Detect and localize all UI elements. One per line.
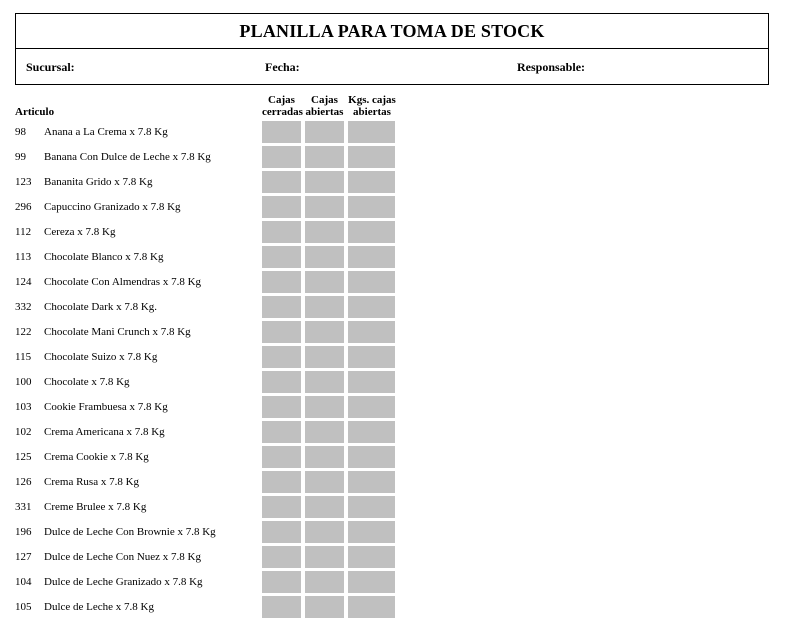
cajas-abiertas-input[interactable] (305, 596, 344, 618)
kgs-cajas-abiertas-input[interactable] (348, 146, 395, 168)
kgs-cajas-abiertas-input[interactable] (348, 571, 395, 593)
cajas-cerradas-input[interactable] (262, 446, 301, 468)
cajas-abiertas-input[interactable] (305, 196, 344, 218)
kgs-cajas-abiertas-input[interactable] (348, 396, 395, 418)
table-row (0, 470, 791, 495)
cajas-cerradas-input[interactable] (262, 396, 301, 418)
col-header-line: abiertas (305, 106, 344, 118)
cajas-cerradas-input[interactable] (262, 296, 301, 318)
cajas-cerradas-input[interactable] (262, 346, 301, 368)
article-code: 100 (15, 376, 32, 388)
table-row (0, 370, 791, 395)
cajas-cerradas-input[interactable] (262, 471, 301, 493)
article-code: 124 (15, 276, 32, 288)
fecha-label: Fecha: (265, 60, 300, 74)
col-header-kgs-cajas-abiertas (344, 94, 400, 118)
cajas-abiertas-input[interactable] (305, 446, 344, 468)
cajas-cerradas-input[interactable] (262, 371, 301, 393)
page-title: PLANILLA PARA TOMA DE STOCK (239, 20, 545, 41)
article-code: 331 (15, 501, 32, 513)
kgs-cajas-abiertas-input[interactable] (348, 596, 395, 618)
article-code: 98 (15, 126, 26, 138)
table-row (0, 395, 791, 420)
header-box (15, 13, 769, 85)
cajas-cerradas-input[interactable] (262, 121, 301, 143)
table-row (0, 495, 791, 520)
article-name: Chocolate Suizo x 7.8 Kg (44, 351, 158, 363)
cajas-cerradas-input[interactable] (262, 571, 301, 593)
cajas-cerradas-input[interactable] (262, 321, 301, 343)
table-row (0, 445, 791, 470)
table-row (0, 195, 791, 220)
article-code: 103 (15, 401, 32, 413)
table-row (0, 570, 791, 595)
kgs-cajas-abiertas-input[interactable] (348, 171, 395, 193)
kgs-cajas-abiertas-input[interactable] (348, 196, 395, 218)
kgs-cajas-abiertas-input[interactable] (348, 546, 395, 568)
cajas-abiertas-input[interactable] (305, 546, 344, 568)
cajas-abiertas-input[interactable] (305, 496, 344, 518)
table-row (0, 345, 791, 370)
cajas-abiertas-input[interactable] (305, 171, 344, 193)
cajas-abiertas-input[interactable] (305, 521, 344, 543)
col-header-line: Cajas (268, 94, 295, 106)
table-row (0, 520, 791, 545)
col-header-line: Cajas (311, 94, 338, 106)
cajas-abiertas-input[interactable] (305, 371, 344, 393)
kgs-cajas-abiertas-input[interactable] (348, 221, 395, 243)
kgs-cajas-abiertas-input[interactable] (348, 246, 395, 268)
table-row (0, 170, 791, 195)
article-code: 196 (15, 526, 32, 538)
kgs-cajas-abiertas-input[interactable] (348, 296, 395, 318)
article-code: 125 (15, 451, 32, 463)
article-name: Chocolate Con Almendras x 7.8 Kg (44, 276, 202, 288)
cajas-abiertas-input[interactable] (305, 221, 344, 243)
col-header-line: abiertas (353, 106, 391, 118)
table-row (0, 120, 791, 145)
cajas-cerradas-input[interactable] (262, 421, 301, 443)
table-row (0, 245, 791, 270)
cajas-cerradas-input[interactable] (262, 196, 301, 218)
article-code: 112 (15, 226, 32, 238)
article-name: Cereza x 7.8 Kg (44, 226, 116, 238)
article-code: 123 (15, 176, 32, 188)
table-row (0, 420, 791, 445)
cajas-abiertas-input[interactable] (305, 396, 344, 418)
kgs-cajas-abiertas-input[interactable] (348, 421, 395, 443)
article-name: Banana Con Dulce de Leche x 7.8 Kg (44, 151, 211, 163)
article-name: Capuccino Granizado x 7.8 Kg (44, 201, 181, 213)
cajas-cerradas-input[interactable] (262, 146, 301, 168)
article-name: Dulce de Leche Con Brownie x 7.8 Kg (44, 526, 216, 538)
cajas-cerradas-input[interactable] (262, 271, 301, 293)
cajas-cerradas-input[interactable] (262, 221, 301, 243)
article-code: 332 (15, 301, 32, 313)
article-name: Dulce de Leche x 7.8 Kg (44, 601, 154, 613)
table-row (0, 595, 791, 620)
col-header-line: Kgs. cajas (348, 94, 396, 106)
article-name: Creme Brulee x 7.8 Kg (44, 501, 147, 513)
col-header-articulo: Articulo (15, 106, 55, 118)
kgs-cajas-abiertas-input[interactable] (348, 121, 395, 143)
kgs-cajas-abiertas-input[interactable] (348, 496, 395, 518)
article-code: 102 (15, 426, 32, 438)
article-code: 105 (15, 601, 32, 613)
article-code: 296 (15, 201, 32, 213)
cajas-abiertas-input[interactable] (305, 146, 344, 168)
cajas-abiertas-input[interactable] (305, 346, 344, 368)
article-name: Dulce de Leche Granizado x 7.8 Kg (44, 576, 203, 588)
article-name: Cookie Frambuesa x 7.8 Kg (44, 401, 168, 413)
article-name: Crema Cookie x 7.8 Kg (44, 451, 149, 463)
col-header-line: cerradas (262, 106, 303, 118)
article-code: 122 (15, 326, 32, 338)
kgs-cajas-abiertas-input[interactable] (348, 321, 395, 343)
cajas-cerradas-input[interactable] (262, 171, 301, 193)
cajas-abiertas-input[interactable] (305, 296, 344, 318)
cajas-cerradas-input[interactable] (262, 596, 301, 618)
article-code: 99 (15, 151, 26, 163)
article-code: 113 (15, 251, 32, 263)
kgs-cajas-abiertas-input[interactable] (348, 371, 395, 393)
article-code: 127 (15, 551, 32, 563)
table-row (0, 295, 791, 320)
kgs-cajas-abiertas-input[interactable] (348, 471, 395, 493)
sucursal-label: Sucursal: (26, 60, 75, 74)
cajas-abiertas-input[interactable] (305, 271, 344, 293)
cajas-abiertas-input[interactable] (305, 571, 344, 593)
cajas-abiertas-input[interactable] (305, 471, 344, 493)
cajas-abiertas-input[interactable] (305, 121, 344, 143)
article-name: Crema Americana x 7.8 Kg (44, 426, 165, 438)
article-name: Dulce de Leche Con Nuez x 7.8 Kg (44, 551, 202, 563)
cajas-abiertas-input[interactable] (305, 421, 344, 443)
cajas-abiertas-input[interactable] (305, 246, 344, 268)
article-code: 126 (15, 476, 32, 488)
table-row (0, 270, 791, 295)
kgs-cajas-abiertas-input[interactable] (348, 271, 395, 293)
table-row (0, 145, 791, 170)
table-row (0, 220, 791, 245)
table-row (0, 320, 791, 345)
cajas-cerradas-input[interactable] (262, 496, 301, 518)
kgs-cajas-abiertas-input[interactable] (348, 446, 395, 468)
responsable-label: Responsable: (517, 60, 586, 74)
kgs-cajas-abiertas-input[interactable] (348, 346, 395, 368)
article-code: 104 (15, 576, 32, 588)
col-header-cajas-cerradas (262, 94, 301, 118)
table-row (0, 545, 791, 570)
col-header-cajas-abiertas (305, 94, 344, 118)
cajas-cerradas-input[interactable] (262, 521, 301, 543)
cajas-abiertas-input[interactable] (305, 321, 344, 343)
kgs-cajas-abiertas-input[interactable] (348, 521, 395, 543)
article-code: 115 (15, 351, 32, 363)
article-name: Crema Rusa x 7.8 Kg (44, 476, 140, 488)
cajas-cerradas-input[interactable] (262, 546, 301, 568)
article-name: Chocolate Blanco x 7.8 Kg (44, 251, 164, 263)
article-name: Bananita Grido x 7.8 Kg (44, 176, 153, 188)
title-row (16, 14, 768, 49)
article-name: Chocolate x 7.8 Kg (44, 376, 130, 388)
article-name: Chocolate Dark x 7.8 Kg. (44, 301, 158, 313)
cajas-cerradas-input[interactable] (262, 246, 301, 268)
article-name: Chocolate Mani Crunch x 7.8 Kg (44, 326, 191, 338)
article-name: Anana a La Crema x 7.8 Kg (44, 126, 168, 138)
